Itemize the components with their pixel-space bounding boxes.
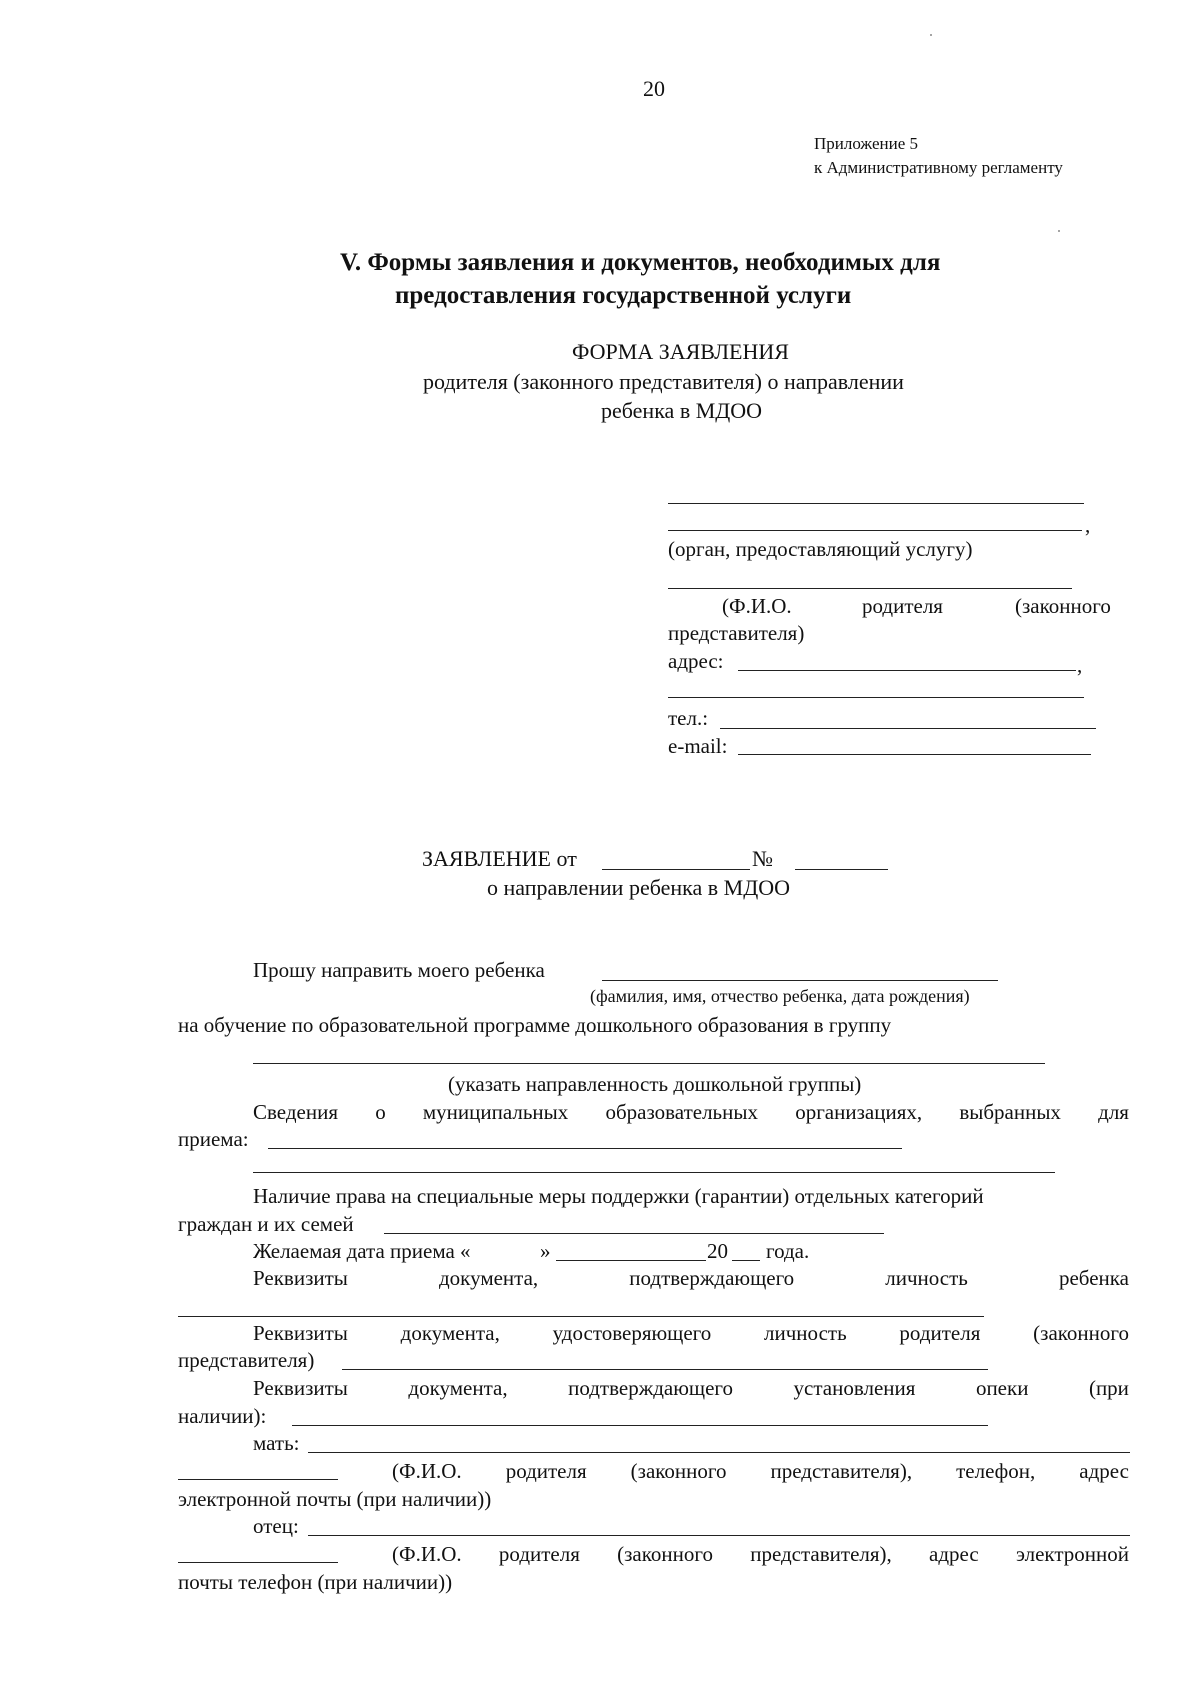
organ-line-1 (668, 503, 1084, 504)
address-field[interactable] (738, 670, 1076, 671)
application-title: ЗАЯВЛЕНИЕ от (422, 846, 577, 871)
mother-caption-word: адрес (1079, 1459, 1129, 1483)
desired-date-month-field[interactable] (556, 1260, 706, 1261)
mother-caption-word: родителя (505, 1459, 587, 1483)
child-doc-line (253, 1265, 1129, 1291)
father-caption-word: представителя), (750, 1542, 892, 1566)
mother-field-line2[interactable] (178, 1479, 338, 1480)
section-title-line1: V. Формы заявления и документов, необходимых для (340, 249, 941, 276)
custody-doc-word: подтверждающего (568, 1376, 734, 1400)
child-doc-word: личность (885, 1266, 968, 1290)
custody-doc-word: документа, (408, 1376, 508, 1400)
mother-field[interactable] (308, 1452, 1130, 1453)
parent-doc-line (253, 1320, 1129, 1346)
child-doc-word: документа, (439, 1266, 539, 1290)
child-doc-word: подтверждающего (629, 1266, 795, 1290)
rights-text: Наличие права на специальные меры поддержки (гарантии) отдельных категорий (253, 1184, 984, 1208)
parent-doc-word: Реквизиты (253, 1321, 348, 1345)
parent-doc-field[interactable] (342, 1369, 988, 1370)
group-field[interactable] (253, 1063, 1045, 1064)
father-caption-word: адрес (929, 1542, 979, 1566)
custody-doc-word: (при (1088, 1376, 1129, 1400)
phone-field[interactable] (720, 728, 1096, 729)
application-date-field[interactable] (602, 869, 750, 870)
custody-doc-word: опеки (975, 1376, 1029, 1400)
orgs-field-line2[interactable] (253, 1172, 1055, 1173)
address-label: адрес: (668, 649, 724, 673)
father-caption (392, 1541, 1129, 1567)
mother-label: мать: (253, 1431, 300, 1455)
scan-speck (930, 34, 932, 36)
father-caption-word: (законного (617, 1542, 713, 1566)
parent-doc-word: родителя (899, 1321, 981, 1345)
parent-fio-caption-line2: представителя) (668, 621, 805, 645)
father-label: отец: (253, 1514, 299, 1538)
organ-line-2 (668, 530, 1082, 531)
email-label: e-mail: (668, 734, 728, 758)
father-caption-line2: почты телефон (при наличии)) (178, 1570, 453, 1594)
mother-caption-word: (законного (630, 1459, 727, 1483)
section-title-line2: предоставления государственной услуги (395, 282, 852, 309)
parent-fio-caption-3: (законного (1015, 594, 1111, 618)
rights-text-line2: граждан и их семей (178, 1212, 354, 1236)
request-text: Прошу направить моего ребенка (253, 958, 545, 982)
orgs-word: образовательных (605, 1100, 758, 1124)
mother-caption-line2: электронной почты (при наличии)) (178, 1487, 492, 1511)
custody-doc-word: Реквизиты (253, 1376, 348, 1400)
form-heading-line2: родителя (законного представителя) о направлении (423, 369, 904, 394)
father-field[interactable] (308, 1535, 1130, 1536)
phone-label: тел.: (668, 706, 709, 730)
organ-comma: , (1085, 513, 1091, 537)
parent-doc-word: удостоверяющего (552, 1321, 712, 1345)
desired-date-year-field[interactable] (732, 1260, 760, 1261)
parent-doc-word: личность (764, 1321, 847, 1345)
orgs-word: муниципальных (422, 1100, 569, 1124)
father-caption-word: электронной (1015, 1542, 1129, 1566)
parent-fio-caption-2: родителя (862, 594, 943, 618)
application-subtitle: о направлении ребенка в МДОО (487, 875, 791, 900)
parent-doc-word: документа, (400, 1321, 500, 1345)
scan-speck (1058, 230, 1060, 232)
child-doc-word: Реквизиты (253, 1266, 348, 1290)
appendix-reference: к Административному регламенту (814, 158, 1063, 177)
date-close-quote: » (540, 1239, 551, 1263)
page-number: 20 (643, 76, 665, 101)
father-caption-word: родителя (498, 1542, 580, 1566)
father-caption-word: (Ф.И.О. (392, 1542, 462, 1566)
child-info-field[interactable] (602, 980, 998, 981)
orgs-word: о (375, 1100, 386, 1124)
orgs-line1 (253, 1099, 1129, 1125)
orgs-field[interactable] (268, 1148, 902, 1149)
orgs-word: для (1098, 1100, 1129, 1124)
child-doc-field[interactable] (178, 1316, 984, 1317)
rights-field[interactable] (384, 1233, 884, 1234)
child-info-caption: (фамилия, имя, отчество ребенка, дата рождения) (590, 986, 970, 1006)
date-year-suffix: года. (766, 1239, 810, 1263)
form-heading: ФОРМА ЗАЯВЛЕНИЯ (572, 339, 789, 364)
child-doc-word: ребенка (1058, 1266, 1129, 1290)
address-comma: , (1077, 653, 1083, 677)
custody-doc-field[interactable] (292, 1425, 988, 1426)
orgs-word: выбранных (959, 1100, 1061, 1124)
email-field[interactable] (738, 754, 1091, 755)
orgs-word: организациях, (795, 1100, 923, 1124)
mother-caption-word: представителя), (770, 1459, 913, 1483)
mother-caption-word: (Ф.И.О. (392, 1459, 462, 1483)
parent-fio-caption-1: (Ф.И.О. (722, 594, 792, 618)
form-heading-line3: ребенка в МДОО (601, 398, 763, 423)
program-text: на обучение по образовательной программе дошкольного образования в группу (178, 1013, 892, 1037)
orgs-word: Сведения (253, 1100, 338, 1124)
number-sign: № (752, 846, 773, 871)
parent-doc-label-line2: представителя) (178, 1348, 315, 1372)
custody-doc-word: установления (793, 1376, 916, 1400)
parent-doc-word: (законного (1033, 1321, 1129, 1345)
mother-caption-word: телефон, (956, 1459, 1036, 1483)
father-field-line2[interactable] (178, 1562, 338, 1563)
desired-date-label: Желаемая дата приема « (253, 1239, 471, 1263)
group-caption: (указать направленность дошкольной группы) (448, 1072, 862, 1096)
appendix-label: Приложение 5 (814, 134, 918, 153)
application-number-field[interactable] (795, 869, 888, 870)
organ-caption: (орган, предоставляющий услугу) (668, 537, 973, 561)
orgs-label: приема: (178, 1127, 249, 1151)
parent-fio-line (668, 588, 1072, 589)
custody-doc-line (253, 1375, 1129, 1401)
address-field-line2[interactable] (668, 697, 1084, 698)
custody-doc-label-line2: наличии): (178, 1404, 267, 1428)
date-year-prefix: 20 (707, 1239, 728, 1263)
mother-caption (392, 1458, 1129, 1484)
